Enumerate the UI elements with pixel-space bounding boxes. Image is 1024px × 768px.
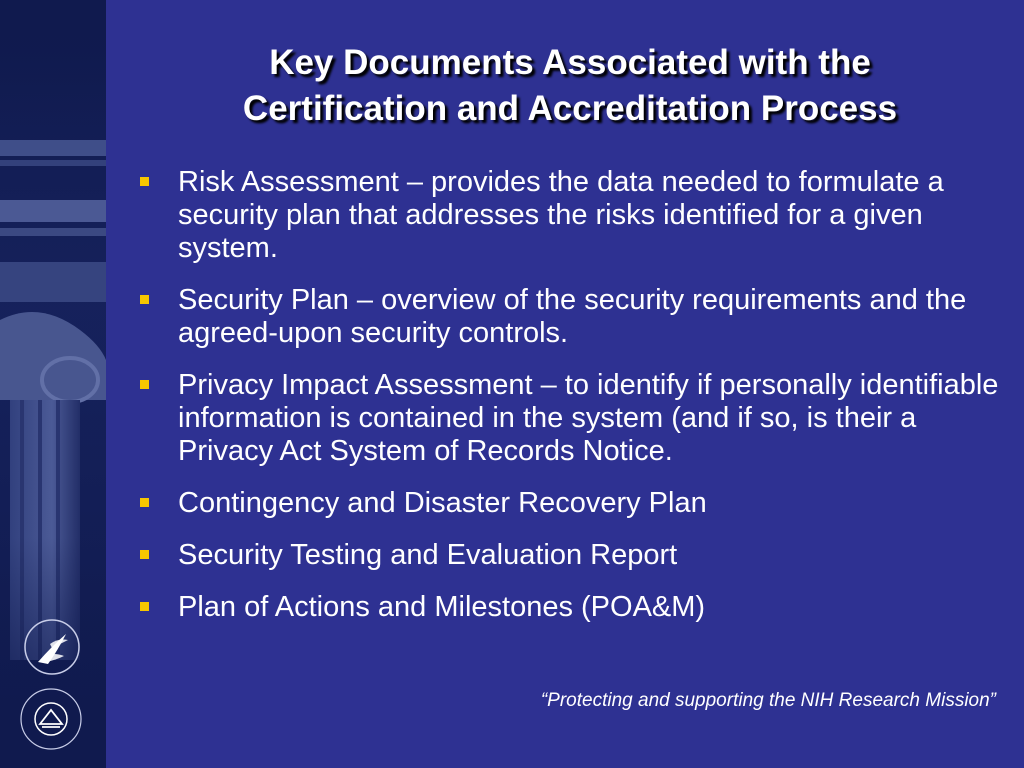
bullet-poam [140,591,1010,624]
bullet-text: Plan of Actions and Milestones (POA&M) [178,591,706,623]
bullet-text: Security Testing and Evaluation Report [178,539,678,571]
bullet-text: Risk Assessment – provides the data needed to formulate a security plan that addresses the risks identified for a given system. [178,166,944,264]
square-bullet-icon [140,498,149,507]
footer-tagline: “Protecting and supporting the NIH Research Mission” [540,690,996,711]
nih-logo-icon [18,686,84,752]
square-bullet-icon [140,295,149,304]
square-bullet-icon [140,602,149,611]
title-line-2: Certification and Accreditation Process [242,89,898,128]
square-bullet-icon [140,380,149,389]
bullet-text: Contingency and Disaster Recovery Plan [178,487,707,519]
title-line-1: Key Documents Associated with the [269,43,871,82]
bullet-text: Security Plan – overview of the security requirements and the agreed-upon security controls. [178,284,967,349]
bullet-contingency-plan [140,487,1010,520]
bullet-text: Privacy Impact Assessment – to identify if personally identifiable information is contained in the system (and if so, is their a Privacy Act System of Records Notice. [178,369,999,467]
bullet-risk-assessment [140,166,1010,265]
bullet-privacy-impact-assessment [140,369,1010,468]
bullet-security-testing [140,539,1010,572]
bullet-security-plan [140,284,1010,350]
sidebar-column-image [0,0,106,768]
square-bullet-icon [140,177,149,186]
hhs-logo-icon [22,616,82,678]
square-bullet-icon [140,550,149,559]
bullet-list [140,166,1010,643]
slide-title [120,40,1020,132]
